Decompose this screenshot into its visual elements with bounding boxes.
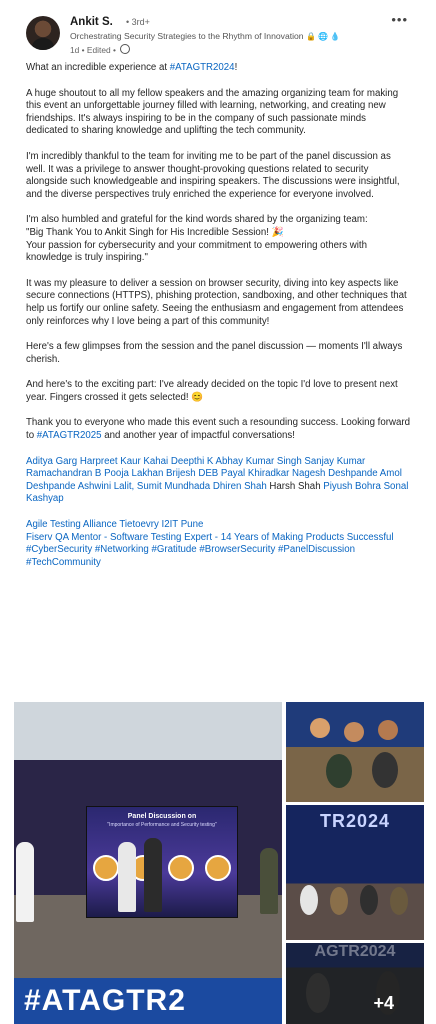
photo-top-right[interactable]: [286, 702, 424, 802]
p8-text: Thank you to everyone who made this event such a resounding success. Looking forward to: [26, 417, 410, 442]
more-options-button[interactable]: •••: [391, 12, 408, 27]
hashtag-atagtr2024[interactable]: #ATAGTR2024: [169, 62, 235, 73]
person-figure: [16, 842, 34, 922]
person-figure: [260, 848, 278, 914]
connection-degree: • 3rd+: [126, 17, 150, 27]
post-meta: [70, 44, 130, 55]
photo-banner-text: AGTR2024: [314, 943, 396, 960]
paragraph-4: [26, 214, 410, 264]
mentions-a[interactable]: Aditya Garg Harpreet Kaur Kahai Deepthi K Abhay Kumar Singh Sanjay Kumar Ramachandran B Pooja Lakhan Brijesh DEB Payal Khiradkar Nagesh Deshpande Amol Deshpande Ashwini Lalit, Sumit Mundhada Dhiren Shah: [26, 455, 402, 492]
panel-screen: [86, 806, 238, 918]
paragraph-6: Here's a few glimpses from the session and the panel discussion — moments I'll always cherish.: [26, 341, 403, 365]
photo-bottom-right[interactable]: [286, 943, 424, 1024]
photo-banner-text: TR2024: [319, 811, 391, 831]
paragraph-2: A huge shoutout to all my fellow speakers and the amazing organizing team for making this event an unforgettable journey filled with learning, networking, and creating new friendships. It's always inspiring to be in the company of such passionate minds dedicated to sharing knowledge and uplifting the tech community.: [26, 87, 399, 137]
p4-line3: Your passion for cybersecurity and your commitment to empowering others with knowledge is truly inspiring.": [26, 239, 368, 264]
hashtags-line-2[interactable]: #TechCommunity: [26, 556, 101, 568]
photo-main[interactable]: [14, 702, 282, 1024]
globe-icon: [120, 44, 130, 54]
speaker-face: [93, 855, 119, 881]
person-figure: [144, 838, 162, 912]
photo-figure: [310, 718, 330, 738]
speaker-face: [168, 855, 194, 881]
avatar[interactable]: [26, 16, 60, 50]
p8-suffix: and another year of impactful conversations!: [101, 430, 295, 442]
org-line-2[interactable]: Fiserv QA Mentor - Software Testing Expert - 14 Years of Making Products Successful: [26, 531, 394, 543]
author-name[interactable]: Ankit S.: [70, 16, 113, 28]
photo-figure: [378, 720, 398, 740]
headline-emoji-icons: 🔒 🌐 💧: [305, 32, 341, 41]
mention-plain: Harsh Shah: [269, 480, 324, 492]
paragraph-5: It was my pleasure to deliver a session on browser security, diving into key aspects like secure connections (HTTPS), phishing protection, sandboxing, and other techniques that help us fortify our online safety. Seeing the enthusiasm and engagement from attendees only reinforces why I love being a part of this community!: [26, 277, 407, 327]
p4-line2: "Big Thank You to Ankit Singh for His Incredible Session! 🎉: [26, 226, 284, 238]
post-body: [26, 62, 410, 569]
paragraph-3: I'm incredibly thankful to the team for inviting me to be part of the panel discussion as well. It was a privilege to answer thought-provoking questions related to security alongside such knowledgeable and inspiring speakers. The discussions were insightful, and the diverse perspectives truly enriched the experience for everyone involved.: [26, 150, 400, 200]
photo-figure: [344, 722, 364, 742]
org-line-1[interactable]: Agile Testing Alliance Tietoevry I2IT Pune: [26, 519, 204, 531]
person-figure: [118, 842, 136, 912]
photo-figure: [330, 887, 348, 915]
photo-figure: [372, 752, 398, 788]
mentions-b[interactable]: Piyush Bohra Sonal Kashyap: [26, 480, 409, 505]
p4-line1: I'm also humbled and grateful for the kind words shared by the organizing team:: [26, 214, 368, 226]
more-photos-count[interactable]: +4: [373, 993, 394, 1013]
photo-grid: [14, 702, 424, 1024]
hashtag-atagtr2025[interactable]: #ATAGTR2025: [36, 430, 102, 442]
post-time: 1d • Edited •: [70, 45, 116, 55]
p1-text: What an incredible experience at: [26, 62, 170, 73]
hashtags-line-1[interactable]: #CyberSecurity #Networking #Gratitude #BrowserSecurity #PanelDiscussion: [26, 544, 355, 556]
photo-middle-right[interactable]: [286, 805, 424, 940]
screen-subtitle: "Importance of Performance and Security testing": [107, 822, 217, 828]
screen-title: Panel Discussion on: [127, 813, 197, 820]
headline-text: Orchestrating Security Strategies to the Rhythm of Innovation: [70, 31, 304, 41]
post-header: [26, 14, 426, 58]
photo-figure: [360, 885, 378, 915]
org-mentions[interactable]: [26, 519, 410, 569]
photo-figure: [390, 887, 408, 915]
mentions-list[interactable]: [26, 456, 410, 506]
photo-figure: [326, 754, 352, 788]
photo-figure: [300, 885, 318, 915]
paragraph-7: And here's to the exciting part: I've already decided on the topic I'd love to present next year. Fingers crossed it gets selected! 😊: [26, 379, 398, 403]
p1-suffix: !: [234, 62, 238, 73]
speaker-faces: [93, 855, 231, 877]
paragraph-1: [26, 62, 410, 75]
more-photos-overlay: [286, 943, 424, 1024]
paragraph-8: [26, 417, 410, 442]
event-banner: #ATAGTR2: [14, 978, 282, 1024]
author-headline: [70, 31, 340, 41]
speaker-face: [205, 855, 231, 881]
